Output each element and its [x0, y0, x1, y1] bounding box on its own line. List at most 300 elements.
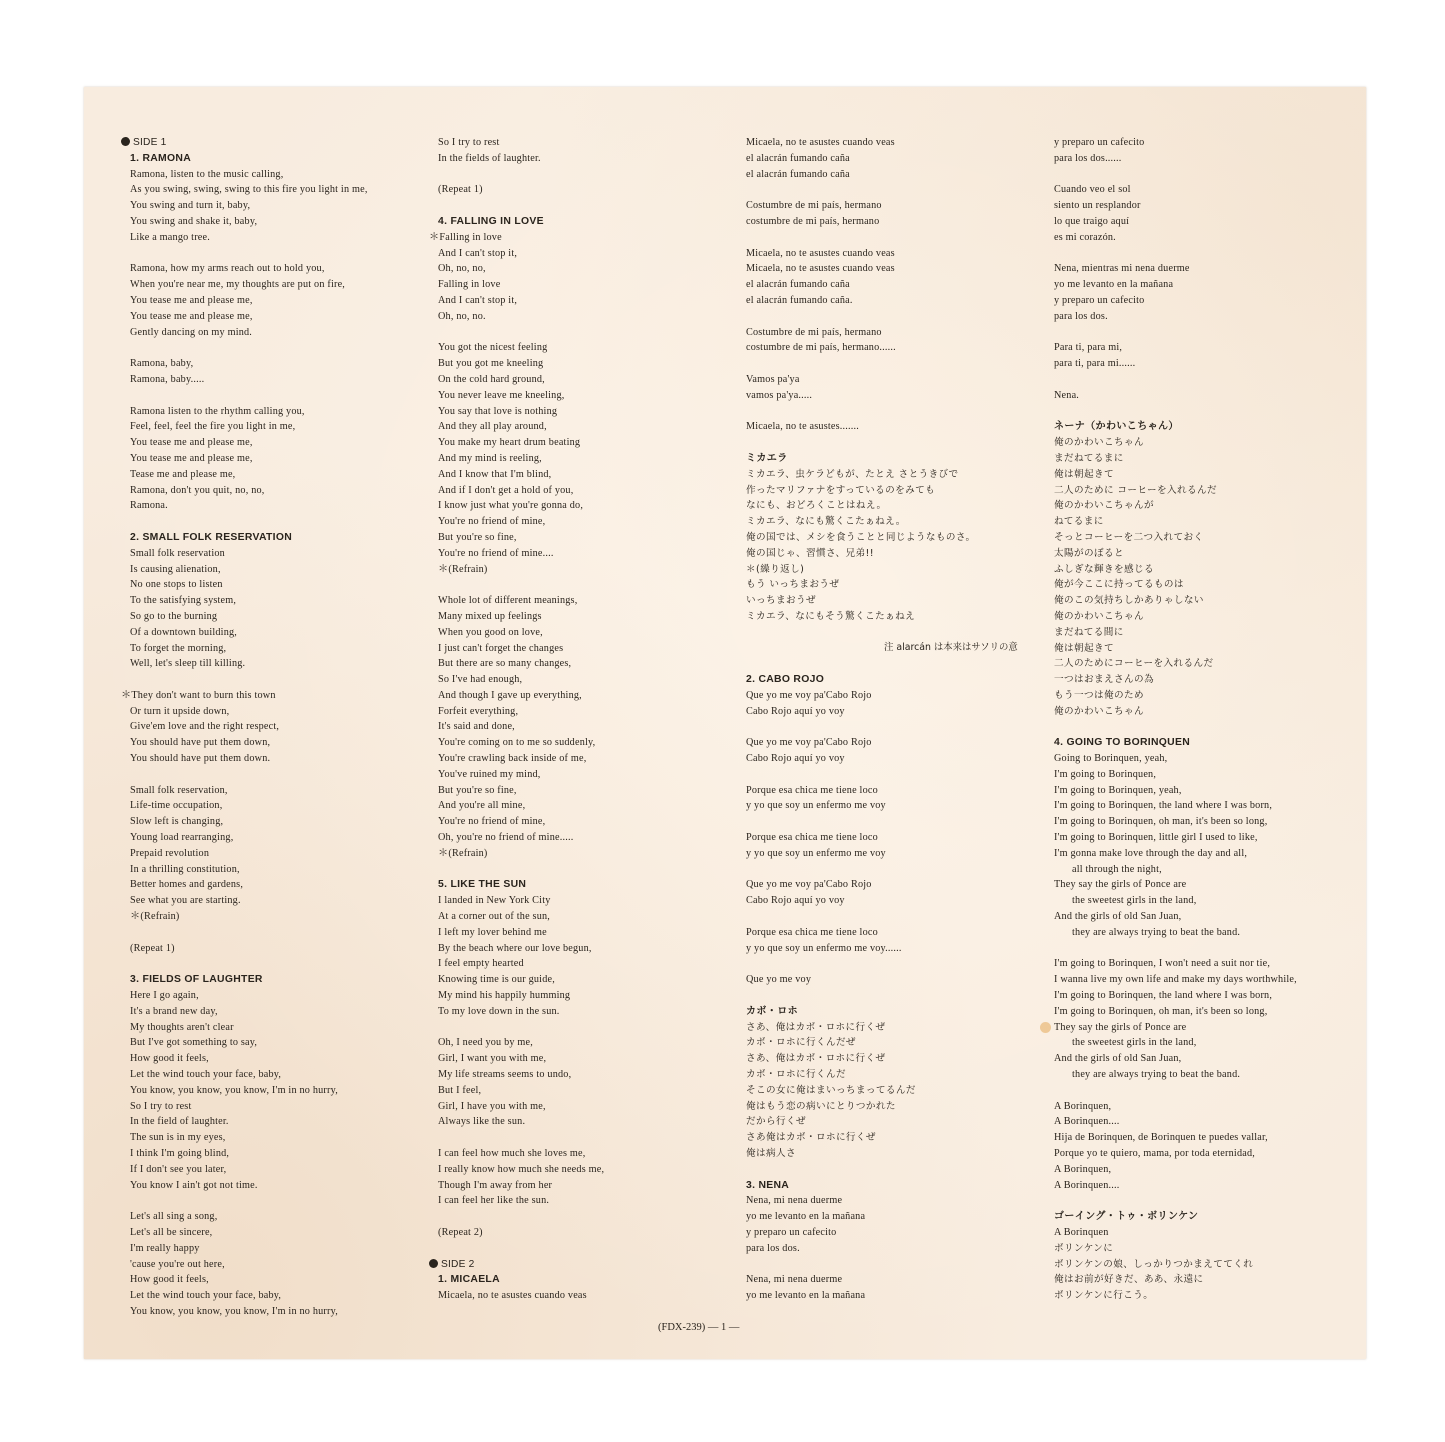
lyric-line: On the cold hard ground, [438, 373, 545, 385]
lyric-line: I'm going to Borinquen, oh man, it's been so long, [1054, 1005, 1268, 1017]
lyric-line-japanese: 俺は朝起きて [1054, 468, 1114, 480]
lyric-line: See what you are starting. [130, 895, 241, 907]
lyric-line: Que yo me voy pa'Cabo Rojo [746, 879, 872, 891]
lyric-line: To my love down in the sun. [438, 1005, 560, 1017]
lyric-line: Para ti, para mi, [1054, 342, 1123, 354]
lyric-line-indented: the sweetest girls in the land, [1072, 895, 1197, 907]
side-label: SIDE 2 [441, 1258, 475, 1270]
lyric-line: You've ruined my mind, [438, 768, 541, 780]
lyric-line: Oh, no, no, [438, 263, 486, 275]
stanza-gap [746, 435, 1042, 451]
lyric-line: Vamos pa'ya [746, 373, 800, 385]
stanza-gap [130, 388, 420, 404]
lyric-line: (Repeat 2) [438, 1226, 483, 1238]
lyric-line-japanese: 俺の国では、メシを食うことと同じようなものさ。 [746, 531, 976, 543]
lyric-line: Going to Borinquen, yeah, [1054, 753, 1168, 765]
lyric-line-japanese: ボリンケンの娘、しっかりつかまえててくれ [1054, 1258, 1254, 1270]
lyric-line: My thoughts aren't clear [130, 1021, 234, 1033]
lyric-line: And they all play around, [438, 421, 547, 433]
lyric-line: You swing and turn it, baby, [130, 200, 251, 212]
lyric-line: Micaela, no te asustes cuando veas [746, 247, 895, 259]
lyric-line: Que yo me voy [746, 974, 812, 986]
lyric-line: Cuando veo el sol [1054, 184, 1131, 196]
lyric-line: It's a brand new day, [130, 1005, 218, 1017]
lyric-line: And the girls of old San Juan, [1054, 1053, 1182, 1065]
lyric-line: Forfeit everything, [438, 705, 519, 717]
stanza-gap [746, 814, 1042, 830]
lyric-line: I just can't forget the changes [438, 642, 564, 654]
lyric-line: I really know how much she needs me, [438, 1163, 605, 1175]
lyric-line: Girl, I have you with me, [438, 1100, 546, 1112]
stanza-gap [1054, 1083, 1354, 1099]
lyric-line: Ramona listen to the rhythm calling you, [130, 405, 305, 417]
stanza-gap [438, 1130, 728, 1146]
song-title: 2. CABO ROJO [746, 674, 825, 686]
lyric-line: (Repeat 1) [130, 942, 175, 954]
lyric-line: My mind his happily humming [438, 990, 571, 1002]
lyric-line: You tease me and please me, [130, 310, 253, 322]
lyric-line: Though I'm away from her [438, 1179, 553, 1191]
lyric-line: When you're near me, my thoughts are put on fire, [130, 279, 346, 291]
lyric-line-japanese: そっとコーヒーを二つ入れておく [1054, 531, 1204, 543]
lyric-line: Hija de Borinquen, de Borinquen te puedes vallar, [1054, 1132, 1268, 1144]
lyric-line: As you swing, swing, swing to this fire you light in me, [130, 184, 368, 196]
lyric-line: Ramona, how my arms reach out to hold you, [130, 263, 325, 275]
lyric-line: Que yo me voy pa'Cabo Rojo [746, 737, 872, 749]
lyric-line-japanese: 俺は病人さ [746, 1148, 796, 1159]
lyric-line-refrain-marked: ＊Falling in love [429, 231, 502, 243]
lyric-line: Feel, feel, feel the fire you light in me, [130, 421, 296, 433]
lyric-line: 'cause you're out here, [130, 1258, 225, 1270]
lyric-line-indented: the sweetest girls in the land, [1072, 1037, 1197, 1049]
lyric-line: And though I gave up everything, [438, 689, 582, 701]
lyric-line: el alacrán fumando caña. [746, 294, 853, 306]
lyric-line: A Borinquen, [1054, 1163, 1112, 1175]
stanza-gap [1054, 719, 1354, 735]
lyric-line-japanese: そこの女に俺はまいっちまってるんだ [746, 1084, 916, 1096]
lyric-line: ＊(Refrain) [438, 563, 488, 575]
lyric-line: But you're so fine, [438, 784, 517, 796]
lyric-line: Ramona. [130, 500, 168, 512]
lyric-line-japanese: 俺は朝起きて [1054, 642, 1114, 654]
lyric-line: I'm going to Borinquen, I won't need a suit nor tie, [1054, 958, 1271, 970]
lyric-line: How good it feels, [130, 1274, 209, 1286]
song-title: 4. GOING TO BORINQUEN [1054, 737, 1191, 749]
lyric-line: Nena, mi nena duerme [746, 1195, 843, 1207]
lyric-line-japanese: 俺が今ここに持ってるものは [1054, 579, 1184, 591]
lyric-line: yo me levanto en la mañana [746, 1290, 866, 1302]
lyric-line-indented: they are always trying to beat the band. [1072, 926, 1241, 938]
lyric-line: Whole lot of different meanings, [438, 595, 578, 607]
lyric-line: And I can't stop it, [438, 247, 518, 259]
lyric-line-japanese: ボリンケンに [1054, 1242, 1114, 1254]
lyric-line: So I try to rest [438, 137, 500, 148]
lyric-line-japanese: 俺のかわいこちゃんが [1054, 500, 1154, 512]
stanza-gap [746, 719, 1042, 735]
stanza-gap [130, 956, 420, 972]
lyrics-column-4 [1054, 135, 1354, 1304]
song-title: 2. SMALL FOLK RESERVATION [130, 531, 293, 543]
lyric-line-japanese: いっちまおうぜ [746, 595, 816, 607]
lyric-line: Knowing time is our guide, [438, 974, 555, 986]
lyric-line: (Repeat 1) [438, 184, 483, 196]
stanza-gap [746, 309, 1042, 325]
lyric-line: el alacrán fumando caña [746, 279, 850, 291]
lyric-line-japanese: さあ、俺はカボ・ロホに行くぜ [746, 1053, 886, 1065]
lyric-line: para los dos. [1054, 310, 1108, 322]
lyric-line: And my mind is reeling, [438, 452, 542, 464]
lyric-line: But you're so fine, [438, 531, 517, 543]
side-heading [429, 1257, 728, 1273]
lyric-line: Let the wind touch your face, baby, [130, 1069, 282, 1081]
lyric-line: I left my lover behind me [438, 926, 547, 938]
lyric-line: You make my heart drum beating [438, 437, 581, 449]
footnote: 注 alarcán は本来はサソリの意 [884, 642, 1018, 653]
lyric-line: In a thrilling constitution, [130, 863, 240, 875]
stanza-gap [1054, 404, 1354, 420]
stanza-gap [746, 956, 1042, 972]
stanza-gap [438, 325, 728, 341]
lyric-line: But there are so many changes, [438, 658, 572, 670]
song-title: 4. FALLING IN LOVE [438, 215, 544, 227]
stanza-gap [1054, 325, 1354, 341]
lyric-line: And I can't stop it, [438, 294, 518, 306]
lyric-line: You know, you know, you know, I'm in no hurry, [130, 1305, 338, 1317]
lyric-line: Oh, I need you by me, [438, 1037, 534, 1049]
lyric-line: Que yo me voy pa'Cabo Rojo [746, 689, 872, 701]
lyric-line: ＊(Refrain) [130, 911, 180, 923]
side-label: SIDE 1 [133, 137, 167, 148]
lyric-line: They say the girls of Ponce are [1054, 1021, 1187, 1033]
stanza-gap [438, 1241, 728, 1257]
lyric-line: To forget the morning, [130, 642, 227, 654]
stanza-gap [746, 862, 1042, 878]
lyric-line: para los dos. [746, 1242, 800, 1254]
lyric-line: para los dos...... [1054, 152, 1122, 164]
lyric-line: I'm going to Borinquen, [1054, 768, 1157, 780]
lyric-line: But I feel, [438, 1084, 482, 1096]
lyric-line-indented: all through the night, [1072, 863, 1162, 875]
lyric-line: You tease me and please me, [130, 294, 253, 306]
lyric-line: y preparo un cafecito [1054, 137, 1145, 148]
lyric-line-japanese: もう いっちまおうぜ [746, 579, 840, 591]
lyric-line: y preparo un cafecito [746, 1226, 837, 1238]
lyric-line: Small folk reservation [130, 547, 225, 559]
lyrics-column-3 [746, 135, 1042, 1304]
lyric-line: So I try to rest [130, 1100, 192, 1112]
lyric-line: You tease me and please me, [130, 437, 253, 449]
lyric-line: Many mixed up feelings [438, 610, 542, 622]
lyric-line: But you got me kneeling [438, 358, 544, 370]
lyric-line: siento un resplandor [1054, 200, 1141, 212]
song-title: 1. MICAELA [438, 1274, 500, 1286]
lyric-line: y yo que soy un enfermo me voy [746, 800, 886, 812]
lyric-line: costumbre de mi país, hermano...... [746, 342, 896, 354]
lyric-line: Costumbre de mi país, hermano [746, 200, 882, 212]
stanza-gap [1054, 941, 1354, 957]
lyric-line: Always like the sun. [438, 1116, 526, 1128]
lyric-line: Oh, no, no. [438, 310, 486, 322]
stanza-gap [130, 767, 420, 783]
lyric-line-japanese: 俺のかわいこちゃん [1054, 437, 1144, 449]
lyric-line: A Borinquen [1054, 1226, 1109, 1238]
lyric-line: Cabo Rojo aquí yo voy [746, 753, 845, 765]
lyric-line: You swing and shake it, baby, [130, 215, 258, 227]
lyric-line: el alacrán fumando caña [746, 152, 850, 164]
lyric-line-japanese: ねてるまに [1054, 516, 1104, 528]
lyric-line-japanese: カボ・ロホに行くんだ [746, 1069, 846, 1081]
lyric-line: Porque yo te quiero, mama, por toda eternidad, [1054, 1148, 1256, 1159]
side-heading [121, 135, 420, 151]
lyric-line-japanese: ボリンケンに行こう。 [1054, 1290, 1154, 1302]
lyric-line: Let the wind touch your face, baby, [130, 1290, 282, 1302]
lyric-line: You say that love is nothing [438, 405, 558, 417]
lyric-line: Gently dancing on my mind. [130, 326, 253, 338]
lyric-line: para ti, para mi...... [1054, 358, 1136, 370]
lyric-line-japanese: 俺の国じゃ、習慣さ、兄弟!! [746, 547, 875, 559]
lyric-line: Ramona, baby, [130, 358, 194, 370]
stanza-gap [130, 672, 420, 688]
lyric-line: ＊(Refrain) [438, 847, 488, 859]
lyric-line: Let's all be sincere, [130, 1226, 213, 1238]
stanza-gap [438, 1020, 728, 1036]
lyric-line-japanese: もう一つは俺のため [1054, 689, 1144, 701]
stanza-gap [130, 1193, 420, 1209]
lyric-line-japanese: カボ・ロホに行くんだぜ [746, 1037, 856, 1049]
lyric-line: Cabo Rojo aquí yo voy [746, 705, 845, 717]
lyric-line: I'm going to Borinquen, yeah, [1054, 784, 1182, 796]
song-title-japanese: ミカエラ [746, 452, 788, 464]
lyric-line: To the satisfying system, [130, 595, 237, 607]
stanza-gap [438, 577, 728, 593]
stanza-gap [746, 767, 1042, 783]
lyric-line: I think I'm going blind, [130, 1148, 230, 1159]
lyric-line: And you're all mine, [438, 800, 526, 812]
lyric-line: Girl, I want you with me, [438, 1053, 547, 1065]
stanza-gap [438, 198, 728, 214]
lyric-line: Nena, mi nena duerme [746, 1274, 843, 1286]
lyric-line: I'm going to Borinquen, oh man, it's been so long, [1054, 816, 1268, 828]
lyric-line: yo me levanto en la mañana [1054, 279, 1174, 291]
lyric-line: Better homes and gardens, [130, 879, 244, 891]
lyric-line: In the field of laughter. [130, 1116, 229, 1128]
lyric-line: I'm gonna make love through the day and all, [1054, 847, 1248, 859]
stanza-gap [746, 909, 1042, 925]
lyric-line: You tease me and please me, [130, 452, 253, 464]
lyric-line: So go to the burning [130, 610, 218, 622]
lyric-line: y yo que soy un enfermo me voy [746, 847, 886, 859]
lyric-line: You're no friend of mine.... [438, 547, 554, 559]
lyric-line: Ramona, don't you quit, no, no, [130, 484, 265, 496]
lyric-line-japanese: ミカエラ、なにもそう驚くこたぁねえ [746, 610, 916, 622]
lyric-line: Is causing alienation, [130, 563, 221, 575]
lyric-line: And if I don't get a hold of you, [438, 484, 574, 496]
lyric-line: Well, let's sleep till killing. [130, 658, 246, 670]
stanza-gap [746, 656, 1042, 672]
stanza-gap [130, 514, 420, 530]
lyric-line: You're crawling back inside of me, [438, 753, 587, 765]
lyric-line: I'm going to Borinquen, the land where I was born, [1054, 800, 1273, 812]
lyric-line-japanese: なにも、おどろくことはねえ。 [746, 500, 887, 512]
lyric-line: Porque esa chica me tiene loco [746, 832, 878, 844]
lyric-line-japanese: 俺のかわいこちゃん [1054, 610, 1144, 622]
lyric-line: The sun is in my eyes, [130, 1132, 226, 1144]
song-title-japanese: ゴーイング・トゥ・ボリンケン [1054, 1211, 1199, 1223]
lyric-line: Life-time occupation, [130, 800, 223, 812]
lyric-line: Nena, mientras mi nena duerme [1054, 263, 1190, 275]
lyric-line-japanese: 一つはおまえさんの為 [1054, 674, 1154, 686]
lyric-line: I landed in New York City [438, 895, 551, 907]
lyric-line: Ramona, baby..... [130, 373, 205, 385]
lyric-line: Nena. [1054, 389, 1080, 401]
lyric-line: If I don't see you later, [130, 1163, 227, 1175]
lyric-line: And the girls of old San Juan, [1054, 911, 1182, 923]
lyric-line: Costumbre de mi país, hermano [746, 326, 882, 338]
lyric-line: Porque esa chica me tiene loco [746, 784, 878, 796]
lyric-line: Like a mango tree. [130, 231, 210, 243]
lyric-line: es mi corazón. [1054, 231, 1116, 243]
lyric-line: Micaela, no te asustes cuando veas [746, 137, 895, 148]
stanza-gap [1054, 372, 1354, 388]
lyric-line: I feel empty hearted [438, 958, 524, 970]
lyric-line-indented: they are always trying to beat the band. [1072, 1069, 1241, 1081]
stanza-gap [746, 404, 1042, 420]
lyric-line: Falling in love [438, 279, 501, 291]
lyric-line: Tease me and please me, [130, 468, 236, 480]
lyric-line: Give'em love and the right respect, [130, 721, 280, 733]
lyric-line: costumbre de mi país, hermano [746, 215, 880, 227]
lyric-line: I can feel how much she loves me, [438, 1148, 586, 1159]
stanza-gap [746, 1257, 1042, 1273]
lyric-line: Ramona, listen to the music calling, [130, 168, 284, 180]
lyric-line-japanese: 俺のかわいこちゃん [1054, 705, 1144, 717]
song-title: 3. FIELDS OF LAUGHTER [130, 974, 263, 986]
lyric-line: lo que traigo aquí [1054, 215, 1130, 227]
lyric-line: No one stops to listen [130, 579, 223, 591]
stanza-gap [130, 340, 420, 356]
lyric-line-japanese: 俺はお前が好きだ、ああ、永遠に [1054, 1274, 1204, 1286]
lyric-line: A Borinquen, [1054, 1100, 1112, 1112]
song-title-japanese: ネーナ（かわいこちゃん） [1054, 421, 1179, 433]
lyric-line: So I've had enough, [438, 674, 523, 686]
lyric-line-japanese: 二人のためにコーヒーを入れるんだ [1054, 658, 1214, 670]
lyric-line-refrain-marked: ＊They don't want to burn this town [121, 689, 276, 701]
stanza-gap [130, 925, 420, 941]
lyric-line: Young load rearranging, [130, 832, 234, 844]
lyric-line: Porque esa chica me tiene loco [746, 926, 878, 938]
lyric-line-japanese: 俺のこの気持ちしかありゃしない [1054, 595, 1204, 607]
lyric-line-japanese: 俺はもう恋の病いにとりつかれた [746, 1100, 896, 1112]
lyric-line-japanese: ミカエラ、なにも驚くこたぁねえ。 [746, 516, 906, 528]
lyric-line: Micaela, no te asustes....... [746, 421, 860, 433]
lyric-line-japanese: さあ、俺はカボ・ロホに行くぜ [746, 1021, 886, 1033]
lyric-line-japanese: 二人のために コーヒーを入れるんだ [1054, 484, 1217, 496]
lyric-line: y yo que soy un enfermo me voy...... [746, 942, 902, 954]
lyric-line: y preparo un cafecito [1054, 294, 1145, 306]
lyric-line: You never leave me kneeling, [438, 389, 565, 401]
lyric-line: When you good on love, [438, 626, 543, 638]
song-title-japanese: カボ・ロホ [746, 1005, 798, 1017]
lyric-line: You know I ain't got not time. [130, 1179, 258, 1191]
lyric-line: My life streams seems to undo, [438, 1069, 572, 1081]
lyric-line: At a corner out of the sun, [438, 911, 551, 923]
lyric-line-japanese: 作ったマリファナをすっているのをみても [746, 484, 936, 496]
lyric-line: Or turn it upside down, [130, 705, 230, 717]
lyric-line: They say the girls of Ponce are [1054, 879, 1187, 891]
lyric-line: By the beach where our love begun, [438, 942, 592, 954]
stanza-gap [746, 988, 1042, 1004]
stanza-gap [746, 230, 1042, 246]
lyric-line-japanese: ミカエラ、虫ケラどもが、たとえ さとうきびで [746, 468, 959, 480]
lyric-line: You got the nicest feeling [438, 342, 548, 354]
lyric-line: It's said and done, [438, 721, 515, 733]
lyric-line: You're no friend of mine, [438, 816, 546, 828]
lyric-line: And I know that I'm blind, [438, 468, 552, 480]
lyric-line: I know just what you're gonna do, [438, 500, 584, 512]
lyric-line: I'm going to Borinquen, the land where I was born, [1054, 990, 1273, 1002]
lyric-line: Slow left is changing, [130, 816, 224, 828]
stanza-gap [746, 356, 1042, 372]
stanza-gap [438, 167, 728, 183]
lyric-line: You're no friend of mine, [438, 516, 546, 528]
lyric-line: yo me levanto en la mañana [746, 1211, 866, 1223]
lyric-line: Prepaid revolution [130, 847, 210, 859]
stanza-gap [746, 182, 1042, 198]
song-title: 1. RAMONA [130, 152, 192, 164]
bullet-icon [121, 137, 130, 146]
lyric-line: But I've got something to say, [130, 1037, 258, 1049]
lyric-line: Let's all sing a song, [130, 1211, 218, 1223]
stanza-gap [438, 1209, 728, 1225]
song-title: 3. NENA [746, 1179, 790, 1191]
lyric-line-japanese: ふしぎな輝きを感じる [1054, 563, 1154, 575]
lyric-line: Micaela, no te asustes cuando veas [746, 263, 895, 275]
lyric-line: Of a downtown building, [130, 626, 238, 638]
lyric-line: You know, you know, you know, I'm in no hurry, [130, 1084, 338, 1096]
stanza-gap [1054, 167, 1354, 183]
lyric-line-japanese: まだねてるまに [1054, 452, 1124, 464]
lyric-line-japanese: ＊(繰り返し) [746, 563, 805, 575]
page-number: (FDX-239) — 1 — [658, 1322, 740, 1333]
stanza-gap [438, 862, 728, 878]
lyric-line: You should have put them down. [130, 753, 271, 765]
lyric-line: In the fields of laughter. [438, 152, 541, 164]
lyric-line: How good it feels, [130, 1053, 209, 1065]
lyric-line-japanese: さあ俺はカボ・ロホに行くぜ [746, 1132, 876, 1144]
stanza-gap [1054, 1193, 1354, 1209]
lyric-line-japanese: まだねてる間に [1054, 626, 1124, 638]
lyric-line: A Borinquen.... [1054, 1179, 1120, 1191]
lyric-line: You're coming on to me so suddenly, [438, 737, 596, 749]
lyric-line: el alacrán fumando caña [746, 168, 850, 180]
lyric-line: Here I go again, [130, 990, 199, 1002]
lyric-line: A Borinquen.... [1054, 1116, 1120, 1128]
lyric-line: Oh, you're no friend of mine..... [438, 832, 574, 844]
lyric-line-japanese: 太陽がのぼると [1054, 547, 1124, 559]
lyric-line: vamos pa'ya..... [746, 389, 813, 401]
lyric-line: Small folk reservation, [130, 784, 228, 796]
lyric-line: I can feel her like the sun. [438, 1195, 550, 1207]
song-title: 5. LIKE THE SUN [438, 879, 527, 891]
stanza-gap [746, 1162, 1042, 1178]
lyric-line: I'm really happy [130, 1242, 200, 1254]
lyric-line: Micaela, no te asustes cuando veas [438, 1290, 587, 1302]
lyric-line-japanese: だから行くぜ [746, 1116, 806, 1128]
lyrics-column-2 [429, 135, 728, 1304]
stanza-gap [1054, 246, 1354, 262]
bullet-icon [429, 1259, 438, 1268]
lyric-line: I'm going to Borinquen, little girl I used to like, [1054, 832, 1258, 844]
